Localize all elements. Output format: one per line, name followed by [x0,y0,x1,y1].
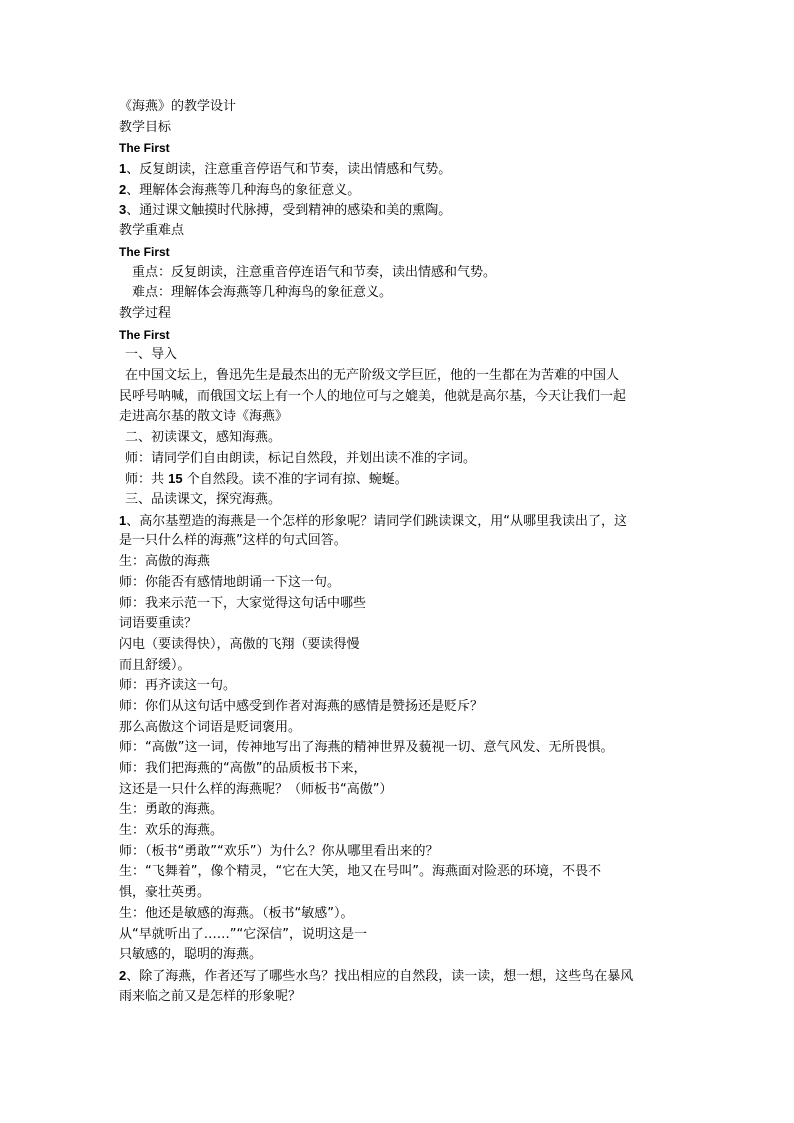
line-text: 生：他还是敏感的海燕。（板书“敏感”）。 [119,905,354,921]
text-line [119,469,679,490]
text-line [119,862,679,883]
text-line [119,531,679,552]
text-line [119,200,679,221]
text-line [119,780,679,801]
text-line [119,573,679,594]
line-text: 而且舒缓）。 [119,657,191,673]
line-text: 那么高傲这个词语是贬词褒用。 [119,719,302,735]
text-line [119,366,679,387]
line-text: 词语要重读？ [119,616,198,632]
item-number: 1 [119,512,127,528]
text-line [119,718,679,739]
line-text: 师：我来示范一下，大家觉得这句话中哪些 [119,595,367,611]
section-subheading [119,242,679,263]
line-text: 二、初读课文，感知海燕。 [125,430,282,445]
line-text: 师：（板书“勇敢”“欢乐”）为什么？你从哪里看出来的？ [119,843,439,859]
item-number: 3 [119,202,127,218]
line-text: 生：勇敢的海燕。 [119,802,224,818]
item-number: 1 [119,161,127,177]
document-title [119,97,679,118]
line-text: 教学重难点 [119,223,185,239]
line-text: 生：“飞舞着”，像个精灵，“它在大笑，地又在号叫”。海燕面对险恶的环境，不畏不 [119,864,601,880]
line-text: 这还是一只什么样的海燕呢？（师板书“高傲”） [119,781,393,797]
text-line [119,449,679,470]
text-line [119,407,679,428]
text-line [119,656,679,677]
line-text: 走进高尔基的散文诗《海燕》 [119,409,289,425]
text-line [119,304,679,325]
line-text: 师：你们从这句话中感受到作者对海燕的感情是赞扬还是贬斥？ [119,698,484,714]
line-prefix: 师：共 [125,472,169,488]
line-text: 一、导入 [125,347,178,363]
line-text: 生：欢乐的海燕。 [119,823,224,839]
line-text: 从“早就听出了……”“它深信”，说明这是一 [119,926,367,942]
text-line [119,511,679,532]
subheading-text: The First [119,244,170,259]
line-text: 在中国文坛上，鲁迅先生是最杰出的无产阶级文学巨匠，他的一生都在为苦难的中国人 [125,367,620,383]
text-line [119,738,679,759]
text-line [119,594,679,615]
text-line [119,428,679,449]
text-line [119,883,679,904]
line-suffix: 个自然段。读不准的字词有掠、蜿蜒。 [182,472,408,488]
text-line [119,387,679,408]
line-text: 民呼号呐喊，而俄国文坛上有一个人的地位可与之媲美，他就是高尔基，今天让我们一起 [119,388,627,404]
line-text: 教学目标 [119,119,172,135]
text-line [119,800,679,821]
text-line [119,966,679,987]
inline-number: 15 [168,471,183,487]
line-text: 师：“高傲”这一词，传神地写出了海燕的精神世界及藐视一切、意气风发、无所畏惧。 [119,740,614,756]
text-line [119,925,679,946]
text-line [119,987,679,1008]
text-line [119,180,679,201]
line-text: 《海燕》的教学设计 [119,99,237,114]
line-text: 雨来临之前又是怎样的形象呢？ [119,988,302,1004]
text-line [119,676,679,697]
line-text: 闪电（要读得快），高傲的飞翔（要读得慢 [119,636,360,652]
section-subheading [119,138,679,159]
item-text: 、除了海燕，作者还写了哪些水鸟？找出相应的自然段，读一读，想一想，这些鸟在暴风 [126,968,634,984]
subheading-text: The First [119,141,170,156]
line-text: 师：你能否有感情地朗诵一下这一句。 [119,574,341,590]
text-line [119,614,679,635]
text-line [119,945,679,966]
line-text: 三、品读课文，探究海燕。 [125,492,282,508]
text-line [119,345,679,366]
line-text: 生：高傲的海燕 [119,554,211,570]
section-subheading [119,325,679,346]
text-line [119,842,679,863]
item-text: 、高尔基塑造的海燕是一个怎样的形象呢？请同学们跳读课文，用“从哪里我读出了，这 [126,513,627,529]
text-line [119,490,679,511]
line-text: 重点：反复朗读，注意重音停连语气和节奏，读出情感和气势。 [132,264,497,280]
text-line [119,118,679,139]
text-line [119,759,679,780]
document-body [119,97,679,1007]
text-line [119,904,679,925]
text-line [119,821,679,842]
line-text: 是一只什么样的海燕”这样的句式回答。 [119,533,347,549]
text-line [119,221,679,242]
text-line [119,159,679,180]
item-number: 2 [119,181,127,197]
item-text: 、反复朗读，注意重音停语气和节奏，读出情感和气势。 [126,162,452,178]
text-line [119,635,679,656]
item-text: 、理解体会海燕等几种海鸟的象征意义。 [126,182,361,198]
line-text: 师：我们把海燕的“高傲”的品质板书下来， [119,761,367,776]
text-line [119,697,679,718]
item-number: 2 [119,967,127,983]
item-text: 、通过课文触摸时代脉搏，受到精神的感染和美的熏陶。 [126,203,452,219]
subheading-text: The First [119,327,170,342]
text-line [119,552,679,573]
text-line [119,263,679,284]
line-text: 师：请同学们自由朗读，标记自然段，并划出读不准的字词。 [125,450,477,466]
line-text: 教学过程 [119,305,172,321]
line-text: 只敏感的，聪明的海燕。 [119,947,263,963]
line-text: 惧，豪壮英勇。 [119,885,211,901]
line-text: 难点：理解体会海燕等几种海鸟的象征意义。 [132,285,393,301]
text-line [119,283,679,304]
line-text: 师：再齐读这一句。 [119,678,237,694]
